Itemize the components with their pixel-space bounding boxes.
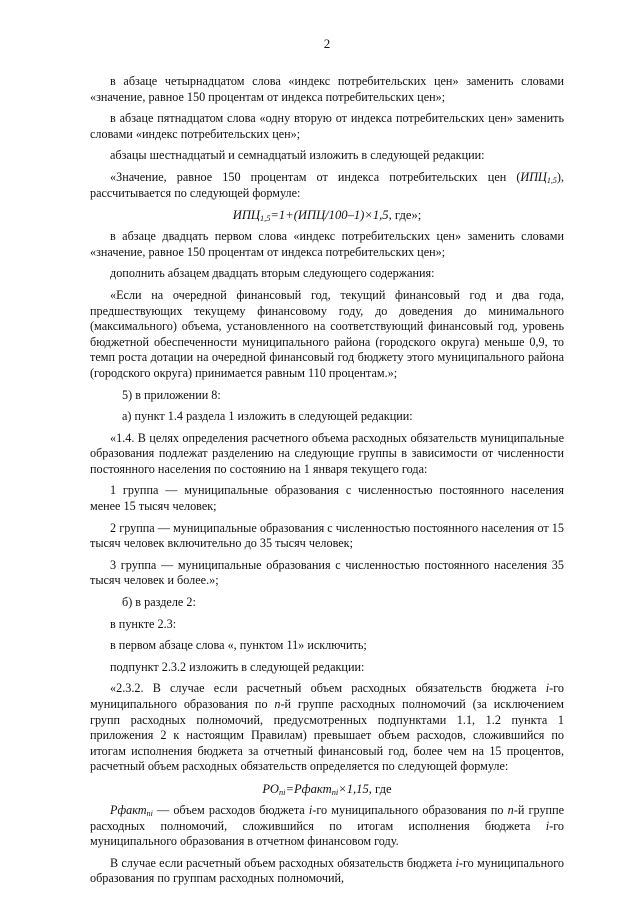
formula-ro (90, 781, 564, 797)
italic-term (520, 170, 556, 184)
paragraph (90, 681, 564, 775)
paragraph: дополнить абзацем двадцать вторым следующего содержания: (110, 266, 435, 281)
text-run: -го муниципального образования по группам расходных полномочий, (90, 855, 564, 886)
paragraph: в абзаце двадцать первом слова «индекс потребительских цен» заменить словами «значение, равное 150 процентам от индекса потребительских цен»; (90, 229, 564, 259)
paragraph: в первом абзаце слова «, пунктом 11» исключить; (110, 638, 367, 653)
italic-var: n (274, 697, 281, 711)
subscript: ni (146, 808, 153, 818)
term-ipc: ИПЦ (520, 169, 547, 184)
formula-lhs: РО (262, 781, 280, 796)
paragraph (90, 170, 564, 201)
text-run: -го муниципального образования в отчетном финансовом году. (90, 818, 564, 849)
text-run: «2.3.2. В случае если расчетный объем расходных обязательств бюджета (110, 681, 546, 696)
paragraph: в абзаце четырнадцатом слова «индекс потребительских цен» заменить словами «значение, равное 150 процентам от индекса потребительских цен»; (90, 74, 564, 104)
text-run: — объем расходов бюджета (152, 802, 309, 817)
text-run: -го муниципального образования по (312, 802, 508, 817)
text-run: -й группе расходных полномочий, сложившийся по итогам исполнения бюджета (90, 802, 564, 833)
italic-var: n (507, 802, 514, 817)
paragraph: 5) в приложении 8: (122, 387, 221, 402)
italic-var: i (455, 855, 459, 870)
formula-mid: =Рфакт (285, 781, 332, 796)
paragraph (90, 856, 564, 887)
formula-tail: , где»; (388, 208, 422, 223)
italic-term (110, 803, 153, 817)
term-rfakt: Рфакт (110, 802, 147, 817)
formula-subscript: 1,5 (260, 214, 271, 224)
text-run: -й группе расходных полномочий (за исключением групп расходных полномочий, предусмотренных подпунктами 1.1, 1.2 пункта 1 приложения 2 к настоящим Правилам) превышает объем расходов, сложившийся по итогам исполнения бюджета за отчетный финансовый год, более чем на 15 процентов, расчетный объем расходных обязательств определяется по следующей формуле: (90, 697, 564, 774)
document-page (90, 36, 564, 887)
paragraph: «1.4. В целях определения расчетного объема расходных обязательств муниципальные образования подлежат разделению на следующие группы в зависимости от численности постоянного населения по состоянию на 1 января текущего года: (90, 430, 564, 476)
paragraph: 2 группа — муниципальные образования с численностью постоянного населения от 15 тысяч человек включительно до 35 тысяч человек; (90, 520, 564, 551)
formula-tail: , где (368, 781, 392, 796)
italic-var: i (545, 681, 550, 696)
italic-var: i (308, 802, 313, 817)
text-run: ), рассчитывается по следующей формуле: (90, 169, 564, 200)
formula-subscript: ni (279, 788, 286, 798)
paragraph: 1 группа — муниципальные образования с численностью постоянного населения менее 15 тысяч человек; (90, 483, 564, 514)
formula-rhs: =1+(ИПЦ/100–1)×1,5 (270, 208, 389, 223)
paragraph: подпункт 2.3.2 изложить в следующей редакции: (110, 659, 365, 674)
page-number: 2 (323, 36, 331, 51)
paragraph: б) в разделе 2: (122, 595, 196, 610)
formula-lhs: ИПЦ (232, 208, 261, 223)
paragraph: «Если на очередной финансовый год, текущий финансовый год и два года, предшествующих текущему финансовому году, до доведения до минимального (максимального) объема, установленного на соответствующий финансовый год, уровень бюджетной обеспеченности муниципального района (городского округа) меньше 0,9, то темп роста дотации на очередной финансовый год бюджету этого муниципального района (городского округа) принимается равным 110 процентам.»; (90, 287, 564, 380)
text-run: В случае если расчетный объем расходных обязательств бюджета (110, 855, 456, 870)
paragraph (90, 803, 564, 850)
paragraph: 3 группа — муниципальные образования с численностью постоянного населения 35 тысяч человек и более.»; (90, 557, 564, 588)
paragraph: в абзаце пятнадцатом слова «одну вторую от индекса потребительских цен» заменить словами «индекс потребительских цен»; (90, 111, 564, 141)
text-run: «Значение, равное 150 процентам от индекса потребительских цен ( (110, 169, 521, 184)
paragraph: в пункте 2.3: (110, 616, 177, 631)
formula-subscript: ni (331, 788, 339, 798)
formula-ipc (90, 207, 564, 223)
text-run: -го муниципального образования по (90, 681, 564, 711)
italic-var: i (545, 818, 550, 833)
subscript: 1,5 (546, 175, 557, 185)
paragraph: абзацы шестнадцатый и семнадцатый изложить в следующей редакции: (110, 148, 485, 163)
paragraph: а) пункт 1.4 раздела 1 изложить в следующей редакции: (122, 409, 413, 424)
formula-rhs: ×1,15 (338, 781, 369, 796)
